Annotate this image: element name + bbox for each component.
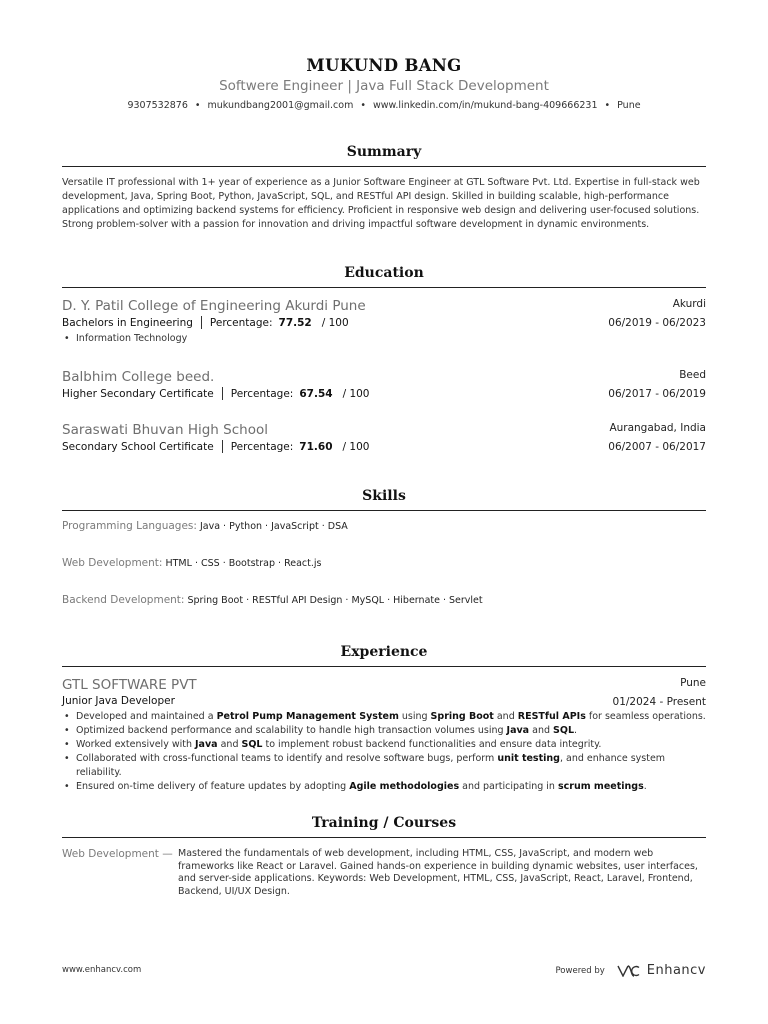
skill-category: Web Development: (62, 557, 163, 569)
phone-number: 9307532876 (127, 100, 188, 111)
grade-max: / 100 (342, 387, 370, 400)
section-divider (62, 510, 706, 511)
grade-max: / 100 (321, 316, 349, 329)
email-link[interactable]: mukundbang2001@gmail.com (207, 100, 354, 111)
skills-section (62, 488, 706, 511)
experience-section (62, 644, 706, 667)
grade-label: Percentage: (230, 440, 294, 453)
separator-dot: • (360, 100, 366, 111)
skill-row (62, 594, 483, 606)
education-detail: • Information Technology (62, 333, 706, 344)
separator-dot: • (604, 100, 611, 111)
enhancv-logo-icon (617, 965, 641, 977)
institution-name: Balbhim College beed. (62, 369, 215, 385)
education-location: Beed (679, 369, 706, 381)
grade-label: Percentage: (230, 387, 294, 400)
summary-section (62, 144, 706, 232)
degree-name: Secondary School Certificate (62, 440, 214, 453)
grade-max: / 100 (342, 440, 370, 453)
training-section (62, 815, 706, 898)
training-description: Mastered the fundamentals of web development, including HTML, CSS, JavaScript, and modern web frameworks like React or Laravel. Gained hands-on experience in building dynamic websites, user interfaces, and server-side applications. Keywords: Web Development, HTML, CSS, JavaScript, React, Laravel, Frontend, Backend, UI/UX Design. (178, 848, 698, 897)
candidate-name: MUKUND BANG (306, 56, 462, 75)
section-title-experience: Experience (340, 644, 428, 660)
section-divider (62, 287, 706, 288)
experience-bullet: • Developed and maintained a Petrol Pump Management System using Spring Boot and RESTful APIs for seamless operations. (62, 710, 706, 724)
section-title-skills: Skills (362, 488, 406, 504)
section-divider (62, 666, 706, 667)
skill-items: Spring Boot · RESTful API Design · MySQL · Hibernate · Servlet (187, 595, 483, 606)
experience-bullet: • Worked extensively with Java and SQL to implement robust backend functionalities and ensure data integrity. (62, 738, 706, 752)
experience-item (62, 677, 706, 794)
footer-site-link[interactable]: www.enhancv.com (62, 965, 142, 975)
summary-text: Versatile IT professional with 1+ year of experience as a Junior Software Engineer at GTL Software Pvt. Ltd. Expertise in full-stack web development, Java, Spring Boot, Python, JavaScript, SQL, and RESTful API design. Skilled in building scalable, high-performance applications and optimizing backend systems for efficiency. Proficient in responsive web design and delivering user-focused solutions. Strong problem-solver with a passion for innovation and driving impactful software development in dynamic environments. (62, 177, 700, 230)
grade-value: 71.60 (299, 440, 333, 453)
training-item (62, 848, 706, 898)
resume-page (62, 0, 706, 1024)
experience-bullet: • Ensured on-time delivery of feature updates by adopting Agile methodologies and participating in scrum meetings. (62, 780, 706, 794)
grade-value: 67.54 (299, 387, 333, 400)
powered-by (555, 963, 706, 978)
divider-bar (222, 387, 223, 400)
education-item (62, 369, 706, 400)
skill-items: HTML · CSS · Bootstrap · React.js (165, 558, 322, 569)
education-location: Akurdi (672, 298, 706, 310)
education-dates: 06/2017 - 06/2019 (608, 388, 706, 400)
skill-row (62, 557, 322, 569)
education-section (62, 265, 706, 288)
experience-bullet: • Collaborated with cross-functional teams to identify and resolve software bugs, perform unit testing, and enhance system reliability. (62, 752, 706, 780)
job-role: Junior Java Developer (62, 695, 175, 707)
page-footer (62, 963, 706, 978)
skill-category: Programming Languages: (62, 520, 197, 532)
candidate-title: Softwere Engineer | Java Full Stack Development (219, 78, 549, 94)
skill-category: Backend Development: (62, 594, 185, 606)
separator-dot: • (194, 100, 201, 111)
grade-label: Percentage: (209, 316, 273, 329)
section-title-summary: Summary (346, 144, 422, 160)
degree-name: Bachelors in Engineering (62, 316, 193, 329)
experience-bullet: • Optimized backend performance and scalability to handle high transaction volumes using Java and SQL. (62, 724, 706, 738)
location-text: Pune (617, 100, 641, 111)
section-divider (62, 837, 706, 838)
grade-value: 77.52 (278, 316, 312, 329)
linkedin-link[interactable]: www.linkedin.com/in/mukund-bang-409666231 (372, 100, 598, 111)
education-location: Aurangabad, India (609, 422, 706, 434)
job-location: Pune (680, 677, 706, 689)
skill-row (62, 520, 348, 532)
resume-header (62, 0, 706, 111)
section-title-training: Training / Courses (311, 815, 457, 831)
contact-line (62, 100, 706, 111)
company-name: GTL SOFTWARE PVT (62, 677, 197, 693)
education-dates: 06/2019 - 06/2023 (608, 317, 706, 329)
divider-bar (222, 440, 223, 453)
education-item (62, 298, 706, 344)
job-dates: 01/2024 - Present (612, 696, 706, 708)
degree-name: Higher Secondary Certificate (62, 387, 214, 400)
education-dates: 06/2007 - 06/2017 (608, 441, 706, 453)
powered-by-label: Powered by (555, 965, 605, 976)
section-divider (62, 166, 706, 167)
enhancv-brand: Enhancv (646, 963, 706, 978)
training-label: Web Development — (62, 848, 173, 860)
institution-name: Saraswati Bhuvan High School (62, 422, 268, 438)
section-title-education: Education (344, 265, 424, 281)
skill-items: Java · Python · JavaScript · DSA (199, 521, 348, 532)
education-item (62, 422, 706, 453)
institution-name: D. Y. Patil College of Engineering Akurdi Pune (62, 298, 366, 314)
experience-bullets (62, 710, 706, 794)
divider-bar (201, 316, 202, 329)
